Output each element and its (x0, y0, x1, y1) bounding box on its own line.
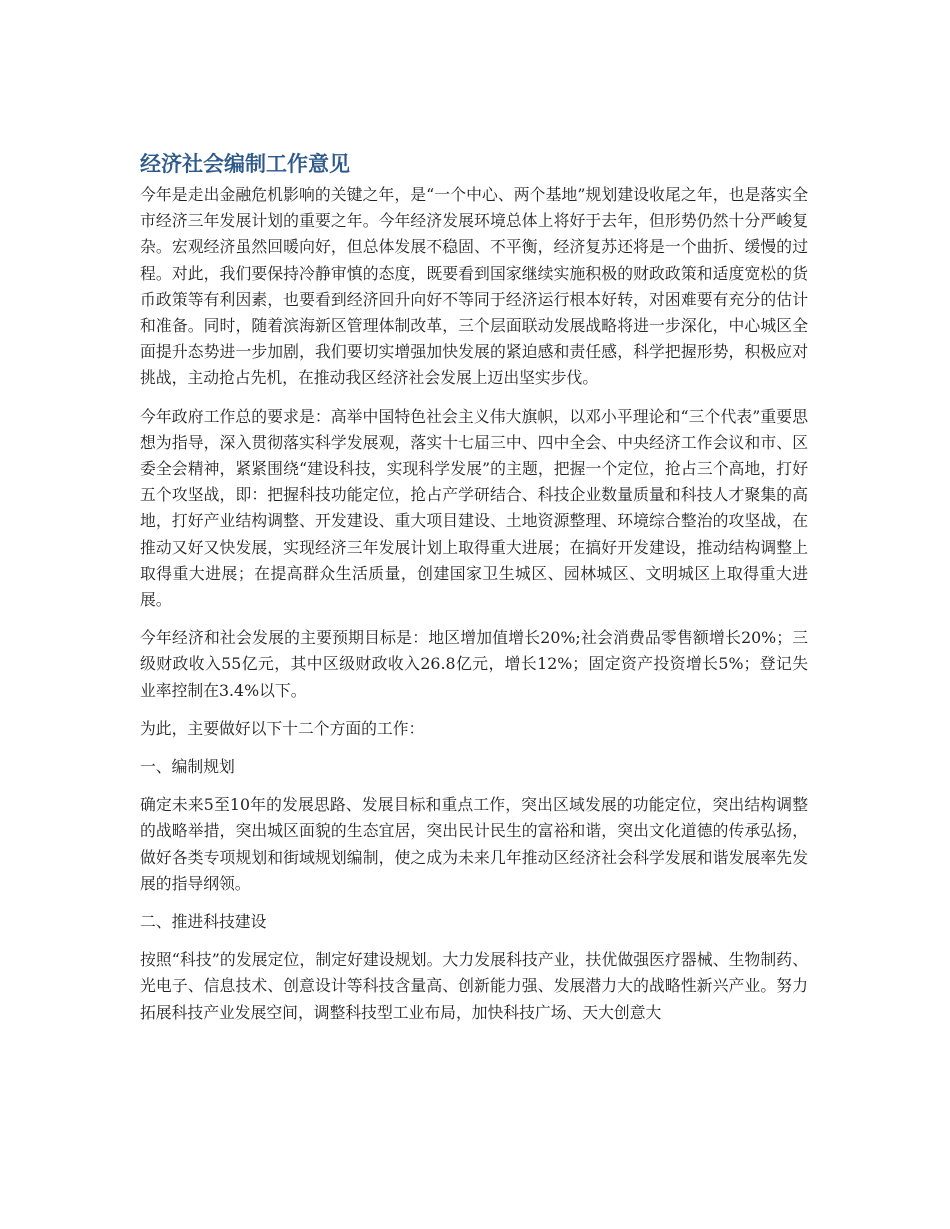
document-page (140, 150, 808, 1038)
section-heading-technology: 二、推进科技建设 (140, 912, 267, 932)
paragraph-transition: 为此，主要做好以下十二个方面的工作： (140, 718, 425, 738)
paragraph-intro: 今年是走出金融危机影响的关键之年，是“一个中心、两个基地”规划建设收尾之年，也是落实全市经济三年发展计划的重要之年。今年经济发展环境总体上将好于去年，但形势仍然十分严峻复杂。宏观经济虽然回暖向好，但总体发展不稳固、不平衡，经济复苏还将是一个曲折、缓慢的过程。对此，我们要保持冷静审慎的态度，既要看到国家继续实施积极的财政政策和适度宽松的货币政策等有利因素，也要看到经济回升向好不等同于经济运行根本好转，对困难要有充分的估计和准备。同时，随着滨海新区管理体制改革，三个层面联动发展战略将进一步深化，中心城区全面提升态势进一步加剧，我们要切实增强加快发展的紧迫感和责任感，科学把握形势，积极应对挑战，主动抢占先机，在推动我区经济社会发展上迈出坚实步伐。 (140, 185, 808, 388)
paragraph-targets: 今年经济和社会发展的主要预期目标是：地区增加值增长20%;社会消费品零售额增长20%；三级财政收入55亿元，其中区级财政收入26.8亿元，增长12%；固定资产投资增长5%；登记失业率控制在3.4%以下。 (140, 628, 808, 700)
section-heading-planning: 一、编制规划 (140, 757, 235, 777)
section-body-technology: 按照“科技”的发展定位，制定好建设规划。大力发展科技产业，扶优做强医疗器械、生物制药、光电子、信息技术、创意设计等科技含量高、创新能力强、发展潜力大的战略性新兴产业。努力拓展科技产业发展空间，调整科技型工业布局，加快科技广场、天大创意大 (140, 950, 808, 1022)
paragraph-requirements: 今年政府工作总的要求是：高举中国特色社会主义伟大旗帜，以邓小平理论和“三个代表”重要思想为指导，深入贯彻落实科学发展观，落实十七届三中、四中全会、中央经济工作会议和市、区委全会精神，紧紧围绕“建设科技，实现科学发展”的主题，把握一个定位，抢占三个高地，打好五个攻坚战，即：把握科技功能定位，抢占产学研结合、科技企业数量质量和科技人才聚集的高地，打好产业结构调整、开发建设、重大项目建设、土地资源整理、环境综合整治的攻坚战，在推动又好又快发展，实现经济三年发展计划上取得重大进展；在搞好开发建设，推动结构调整上取得重大进展；在提高群众生活质量，创建国家卫生城区、园林城区、文明城区上取得重大进展。 (140, 406, 808, 610)
document-title: 经济社会编制工作意见 (140, 152, 350, 176)
section-body-planning: 确定未来5至10年的发展思路、发展目标和重点工作，突出区域发展的功能定位，突出结构调整的战略举措，突出城区面貌的生态宜居，突出民计民生的富裕和谐，突出文化道德的传承弘扬，做好各类专项规划和街域规划编制，使之成为未来几年推动区经济社会科学发展和谐发展率先发展的指导纲领。 (140, 795, 808, 893)
